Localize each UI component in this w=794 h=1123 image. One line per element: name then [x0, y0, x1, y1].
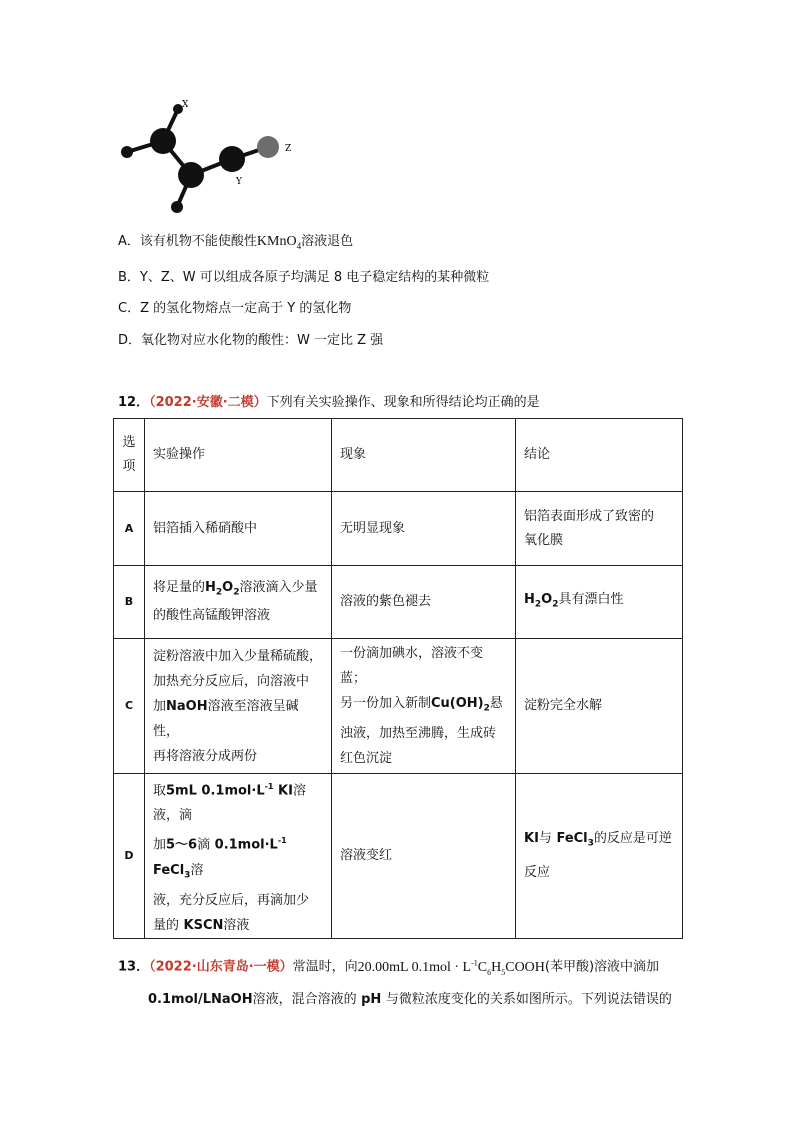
- header-phenomenon: 现象: [332, 419, 516, 492]
- table-row: [114, 492, 683, 566]
- atom-left-h: [121, 146, 133, 158]
- row-b-option: B: [114, 566, 145, 639]
- q13-number: 13．: [118, 959, 150, 975]
- q11-option-a-pre: A．该有机物不能使酸性: [118, 234, 257, 249]
- atom-y: [219, 146, 245, 172]
- row-b-conclusion: $H_2O_2$具有漂白性: [516, 566, 683, 639]
- row-c-option: C: [114, 639, 145, 774]
- row-a-phenomenon: 无明显现象: [332, 492, 516, 566]
- q11-option-a: [118, 232, 353, 256]
- q13-source: （2022·山东青岛·一模）: [149, 959, 293, 975]
- header-operation: 实验操作: [145, 419, 332, 492]
- row-c-phenomenon: 一份滴加碘水，溶液不变蓝； 另一份加入新制$Cu(OH)_2$悬 浊液，加热至沸腾，生成砖 红色沉淀: [332, 639, 516, 774]
- row-a-operation: 铝箔插入稀硝酸中: [145, 492, 332, 566]
- q11-option-a-post: 溶液退色: [301, 234, 354, 249]
- row-b-operation: 将足量的$H_2O_2$溶液滴入少量 的酸性高锰酸钾溶液: [145, 566, 332, 639]
- label-y: Y: [236, 177, 242, 187]
- q13-stem-line-2: 0.1mol/LNaOH溶液，混合溶液的 pH 与微粒浓度变化的关系如图所示。下列说法错误的: [148, 992, 672, 1007]
- header-option: 选 项: [114, 419, 145, 492]
- label-z: Z: [285, 144, 292, 154]
- atom-lower-h: [171, 201, 183, 213]
- row-d-operation: 取5mL $0.1mol\cdot L^{-1}$ KI溶液，滴 加5～6滴 $0.1mol\cdot L^{-1}$ FeCl$_3$溶 液，充分反应后，再滴加少 量的 KSCN溶液: [145, 774, 332, 939]
- q12-number: 12．: [118, 395, 150, 410]
- table-row: [114, 566, 683, 639]
- table-row: [114, 774, 683, 939]
- q11-option-b: B．Y、Z、W 可以组成各原子均满足 8 电子稳定结构的某种微粒: [118, 270, 490, 285]
- header-conclusion: 结论: [516, 419, 683, 492]
- table-header-row: [114, 419, 683, 492]
- row-d-phenomenon: 溶液变红: [332, 774, 516, 939]
- atom-c1: [150, 128, 176, 154]
- row-d-option: D: [114, 774, 145, 939]
- atom-c2: [178, 162, 204, 188]
- table-row: [114, 639, 683, 774]
- label-x: X: [182, 100, 189, 110]
- molecule-bonds: [127, 109, 268, 207]
- experiment-table: [113, 418, 683, 939]
- q13-formula: 20.00mL $0.1mol \cdot L^{-1}C_6H_5COOH$: [357, 958, 545, 977]
- q11-option-c: C．Z 的氢化物熔点一定高于 Y 的氢化物: [118, 301, 352, 316]
- q12-source: （2022·安徽·二模）: [149, 395, 267, 410]
- row-b-phenomenon: 溶液的紫色褪去: [332, 566, 516, 639]
- row-c-conclusion: 淀粉完全水解: [516, 639, 683, 774]
- q11-option-a-formula: KMnO$_4$: [256, 234, 302, 251]
- q12-stem: [118, 393, 540, 413]
- q11-option-d: D．氧化物对应水化物的酸性：W 一定比 Z 强: [118, 333, 384, 348]
- molecule-diagram: [110, 96, 310, 221]
- row-c-operation: 淀粉溶液中加入少量稀硫酸， 加热充分反应后，向溶液中 加NaOH溶液至溶液呈碱性， 再将溶液分成两份: [145, 639, 332, 774]
- atom-z: [257, 136, 279, 158]
- row-a-option: A: [114, 492, 145, 566]
- q12-stem-text: 下列有关实验操作、现象和所得结论均正确的是: [266, 395, 540, 410]
- row-d-conclusion: KI与 FeCl$_3$的反应是可逆 反应: [516, 774, 683, 939]
- q13-stem-line-1: 13．（2022·山东青岛·一模）常温时，向20.00mL $0.1mol \cdot L^{-1}C_6H_5COOH$(苯甲酸)溶液中滴加: [118, 958, 660, 977]
- row-a-conclusion: 铝箔表面形成了致密的 氧化膜: [516, 492, 683, 566]
